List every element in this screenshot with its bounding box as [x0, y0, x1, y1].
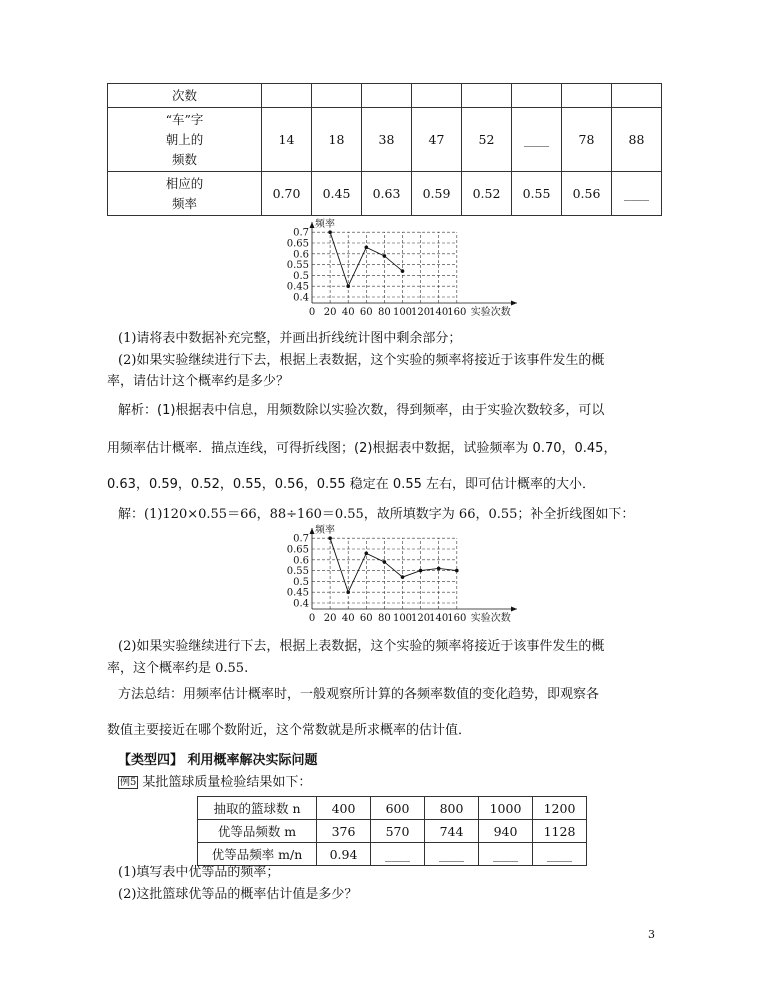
- question-1: (1)请将表中数据补充完整，并画出折线统计图中剩余部分；: [118, 331, 462, 346]
- blank-cell[interactable]: ____: [425, 843, 479, 866]
- x-axis-label: 实验次数: [470, 307, 511, 318]
- data-point: [455, 569, 459, 573]
- x-tick-label: 60: [359, 307, 373, 318]
- x-tick-label: 20: [323, 613, 337, 624]
- table-row: [108, 172, 662, 216]
- x-tick-label: 120: [411, 307, 431, 318]
- x-tick-label: 100: [392, 307, 413, 318]
- solution-line: 解：(1)120×0.55＝66，88÷160＝0.55，故所填数字为 66，0.55；补全折线图如下：: [118, 507, 635, 522]
- y-tick-label: 0.4: [293, 598, 309, 610]
- series-line: [330, 538, 457, 592]
- x-tick-label: 20: [323, 307, 337, 318]
- table-row: [108, 108, 662, 172]
- example-badge: 例5: [120, 777, 137, 788]
- table-cell: 14: [262, 108, 312, 172]
- table-cell: 0.45: [312, 172, 362, 216]
- table-cell: 88: [612, 108, 662, 172]
- analysis-line-3: 0.63，0.59，0.52，0.55，0.56，0.55 稳定在 0.55 左右，即可估计概率的大小．: [107, 477, 596, 492]
- data-point: [437, 567, 441, 571]
- y-tick-label: 0.45: [286, 281, 309, 293]
- table-header-cell: 次数: [108, 84, 262, 108]
- analysis-line-1: 解析：(1)根据表中信息，用频数除以实验次数，得到频率，由于实验次数较多，可以: [118, 403, 605, 418]
- y-tick-label: 0.4: [293, 292, 309, 304]
- y-tick-label: 0.55: [286, 566, 309, 578]
- method-summary-1: 方法总结：用频率估计概率时，一般观察所计算的各频率数值的变化趋势，即观察各: [118, 687, 600, 702]
- table-cell: 0.70: [262, 172, 312, 216]
- question-2-cont: 率，请估计这个概率约是多少？: [107, 374, 290, 389]
- y-tick-label: 0.5: [293, 576, 309, 588]
- x-tick-label: 140: [429, 613, 449, 624]
- x-tick-label: 0: [308, 307, 316, 318]
- y-tick-label: 0.65: [286, 238, 309, 250]
- blank-cell[interactable]: ____: [512, 108, 562, 172]
- data-point: [328, 230, 332, 234]
- data-point: [346, 590, 350, 594]
- solution-2: (2)如果实验继续进行下去，根据上表数据，这个实验的频率将接近于该事件发生的概: [118, 639, 605, 654]
- x-tick-label: 140: [429, 307, 449, 318]
- data-point: [383, 560, 387, 564]
- x-tick-label: 80: [378, 613, 391, 624]
- x-axis-arrow: [511, 607, 517, 612]
- y-tick-label: 0.6: [293, 555, 309, 567]
- blank-cell[interactable]: ____: [533, 843, 587, 866]
- blank-cell[interactable]: ____: [479, 843, 533, 866]
- data-point: [401, 269, 405, 273]
- x-axis-label: 实验次数: [470, 613, 511, 624]
- blank-cell[interactable]: ____: [612, 172, 662, 216]
- frequency-line-chart-2: [280, 524, 520, 636]
- row-label-count: “车”字 朝上的 频数: [108, 108, 262, 172]
- y-tick-label: 0.55: [286, 260, 309, 272]
- y-tick-label: 0.45: [286, 587, 309, 599]
- table-cell: 78: [562, 108, 612, 172]
- table-cell: 47: [412, 108, 462, 172]
- data-point: [419, 569, 423, 573]
- question-2: (2)如果实验继续进行下去，根据上表数据，这个实验的频率将接近于该事件发生的概: [118, 353, 605, 368]
- y-axis-arrow: [310, 222, 315, 228]
- y-tick-label: 0.6: [293, 249, 309, 261]
- data-point: [365, 246, 369, 250]
- table-cell: 0.56: [562, 172, 612, 216]
- table-row: 优等品频率 m/n 0.94 ____ ____ ____ ____: [198, 843, 587, 866]
- x-tick-label: 0: [308, 613, 316, 624]
- blank-cell[interactable]: ____: [371, 843, 425, 866]
- data-point: [401, 575, 405, 579]
- y-axis-label: 频率: [315, 219, 335, 230]
- x-tick-label: 120: [411, 613, 431, 624]
- table-cell: 0.52: [462, 172, 512, 216]
- table-cell: 18: [312, 108, 362, 172]
- x-tick-label: 160: [447, 307, 467, 318]
- x-axis-arrow: [511, 301, 517, 306]
- row-label-freq: 相应的 频率: [108, 172, 262, 216]
- y-axis-label: 频率: [315, 525, 335, 536]
- table-cell: 0.59: [412, 172, 462, 216]
- experiment-table: [107, 83, 662, 216]
- solution-2-cont: 率，这个概率约是 0.55.: [107, 661, 249, 676]
- page-number: 3: [648, 928, 655, 941]
- x-tick-label: 60: [359, 613, 373, 624]
- table-cell: 0.55: [512, 172, 562, 216]
- data-point: [365, 552, 369, 556]
- y-tick-label: 0.7: [293, 227, 309, 239]
- y-tick-label: 0.7: [293, 533, 309, 545]
- question-5-2: (2)这批篮球优等品的概率估计值是多少？: [118, 887, 358, 902]
- table-cell: 0.63: [362, 172, 412, 216]
- section-heading: 【类型四】 利用概率解决实际问题: [118, 753, 318, 768]
- x-tick-label: 40: [341, 613, 355, 624]
- basketball-quality-table: [197, 796, 587, 866]
- table-cell: 38: [362, 108, 412, 172]
- y-axis-arrow: [310, 528, 315, 534]
- table-row: 优等品频数 m 376 570 744 940 1128: [198, 820, 587, 843]
- data-point: [346, 284, 350, 288]
- table-row: [108, 84, 662, 108]
- frequency-line-chart-1: [280, 218, 520, 326]
- table-row: 抽取的篮球数 n 400 600 800 1000 1200: [198, 797, 587, 820]
- x-tick-label: 100: [392, 613, 413, 624]
- method-summary-2: 数值主要接近在哪个数附近，这个常数就是所求概率的估计值．: [107, 723, 472, 738]
- x-tick-label: 160: [447, 613, 467, 624]
- y-tick-label: 0.65: [286, 544, 309, 556]
- data-point: [328, 536, 332, 540]
- x-tick-label: 80: [378, 307, 391, 318]
- example-intro: 例5 某批篮球质量检验结果如下：: [120, 775, 312, 790]
- data-point: [383, 254, 387, 258]
- table-cell: 52: [462, 108, 512, 172]
- y-tick-label: 0.5: [293, 270, 309, 282]
- analysis-line-2: 用频率估计概率．描点连线，可得折线图；(2)根据表中数据，试验频率为 0.70，0.45，: [107, 441, 617, 456]
- x-tick-label: 40: [341, 307, 355, 318]
- question-5-1: (1)填写表中优等品的频率；: [118, 865, 280, 880]
